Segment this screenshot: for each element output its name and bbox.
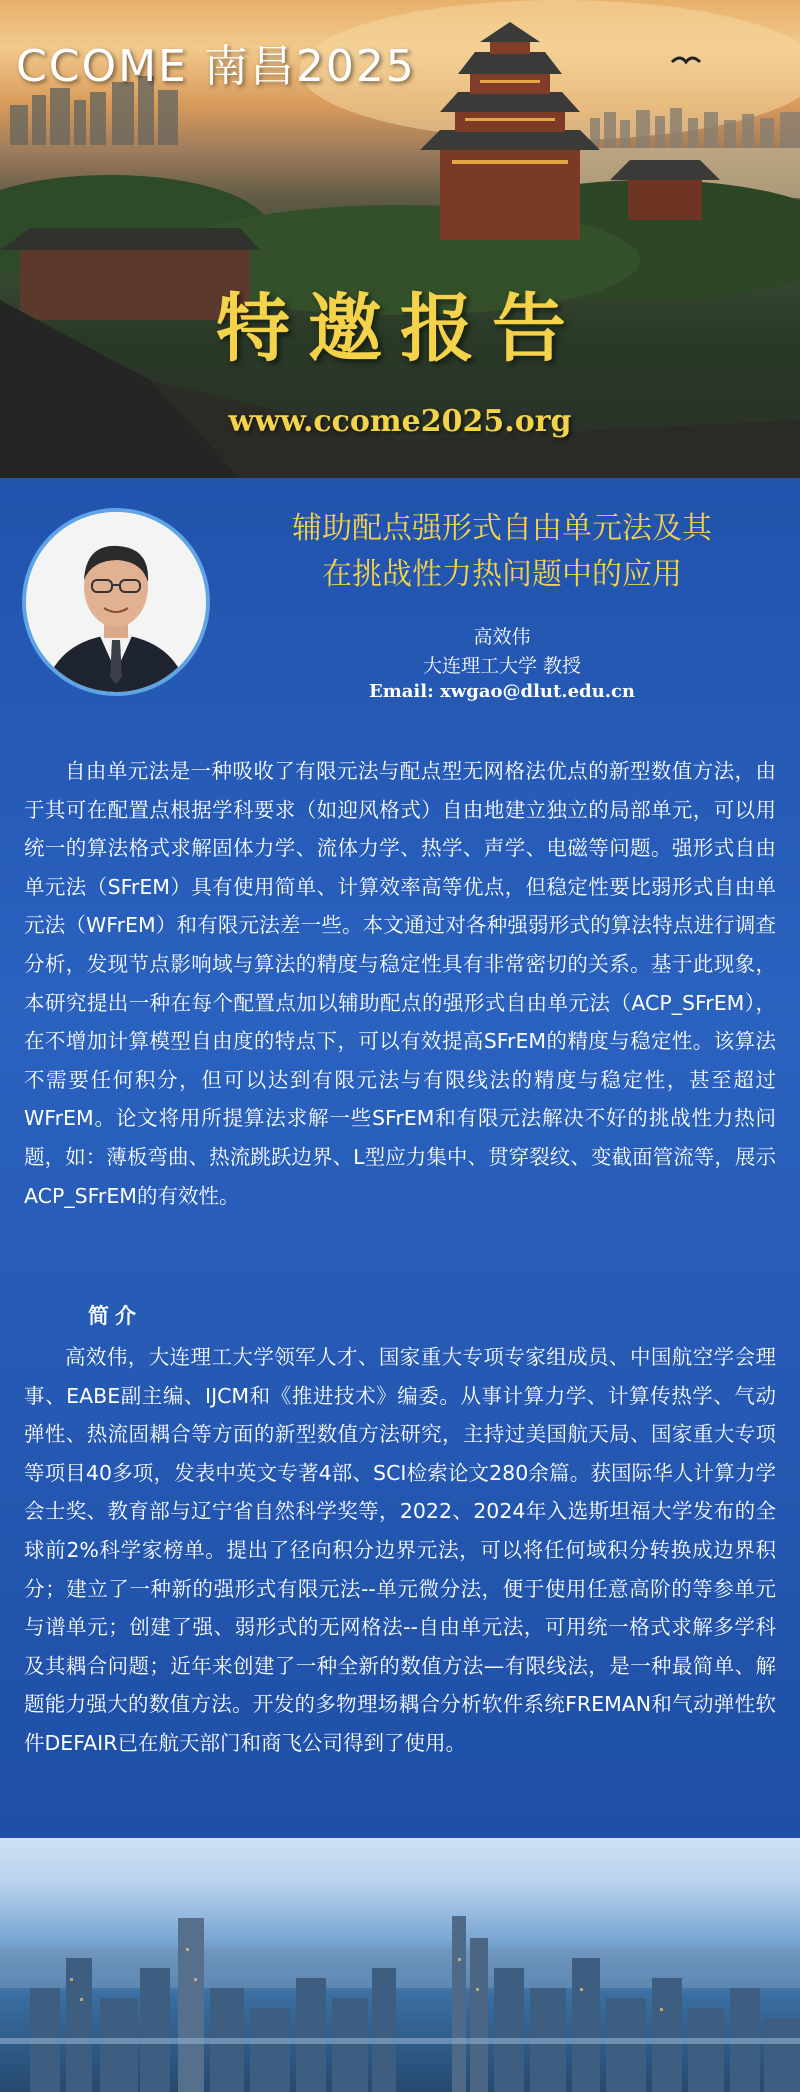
talk-title-line-2: 在挑战性力热问题中的应用 [322,557,682,592]
speaker-avatar [22,508,210,696]
talk-title-line-1: 辅助配点强形式自由单元法及其 [292,511,712,546]
banner-title: 特邀报告 [216,286,584,372]
speaker-bio: 高效伟，大连理工大学领军人才、国家重大专项专家组成员、中国航空学会理事、EABE副主编、IJCM和《推进技术》编委。从事计算力学、计算传热学、气动弹性、热流固耦合等方面的新型数值方法研究，主持过美国航天局、国家重大专项等项目40多项，发表中英文专著4部、SCI检索论文280余篇。获国际华人计算力学会士奖、教育部与辽宁省自然科学奖等，2022、2024年入选斯坦福大学发布的全球前2%科学家榜单。提出了径向积分边界元法，可以将任何域积分转换成边界积分；建立了一种新的强形式有限元法--单元微分法，便于使用任意高阶的等参单元与谱单元；创建了强、弱形式的无网格法--自由单元法，可用统一格式求解多学科及其耦合问题；近年来创建了一种全新的数值方法—有限线法，是一种最简单、解题能力强大的数值方法。开发的多物理场耦合分析软件系统FREMAN和气动弹性软件DEFAIR已在航天部门和商飞公司得到了使用。 [24,1345,776,1755]
speaker-portrait-icon [26,512,206,692]
talk-title [222,506,782,598]
talk-abstract: 自由单元法是一种吸收了有限元法与配点型无网格法优点的新型数值方法，由于其可在配置点根据学科要求（如迎风格式）自由地建立独立的局部单元，可以用统一的算法格式求解固体力学、流体力学、热学、声学、电磁等问题。强形式自由单元法（SFrEM）具有使用简单、计算效率高等优点，但稳定性要比弱形式自由单元法（WFrEM）和有限元法差一些。本文通过对各种强弱形式的算法特点进行调查分析，发现节点影响域与算法的精度与稳定性具有非常密切的关系。基于此现象，本研究提出一种在每个配置点加以辅助配点的强形式自由单元法（ACP_SFrEM），在不增加计算模型自由度的特点下，可以有效提高SFrEM的精度与稳定性。该算法不需要任何积分，但可以达到有限元法与有限线法的精度与稳定性，甚至超过WFrEM。论文将用所提算法求解一些SFrEM和有限元法解决不好的挑战性力热问题，如：薄板弯曲、热流跳跃边界、L型应力集中、贯穿裂纹、变截面管流等，展示ACP_SFrEM的有效性。 [24,759,776,1208]
conference-brand: CCOME 南昌2025 [16,41,416,92]
speaker-affiliation: 大连理工大学 教授 [422,655,582,677]
speaker-name: 高效伟 [473,626,531,648]
bio-heading: 简介 [88,1304,142,1328]
header-banner [0,0,800,478]
talk-panel [0,478,800,1838]
speaker-email: Email: xwgao@dlut.edu.cn [368,681,636,702]
footer-cityscape [0,1838,800,2092]
conference-url: www.ccome2025.org [228,404,572,439]
speaker-info [222,623,782,681]
city-skyline-illustration [0,1838,800,2092]
